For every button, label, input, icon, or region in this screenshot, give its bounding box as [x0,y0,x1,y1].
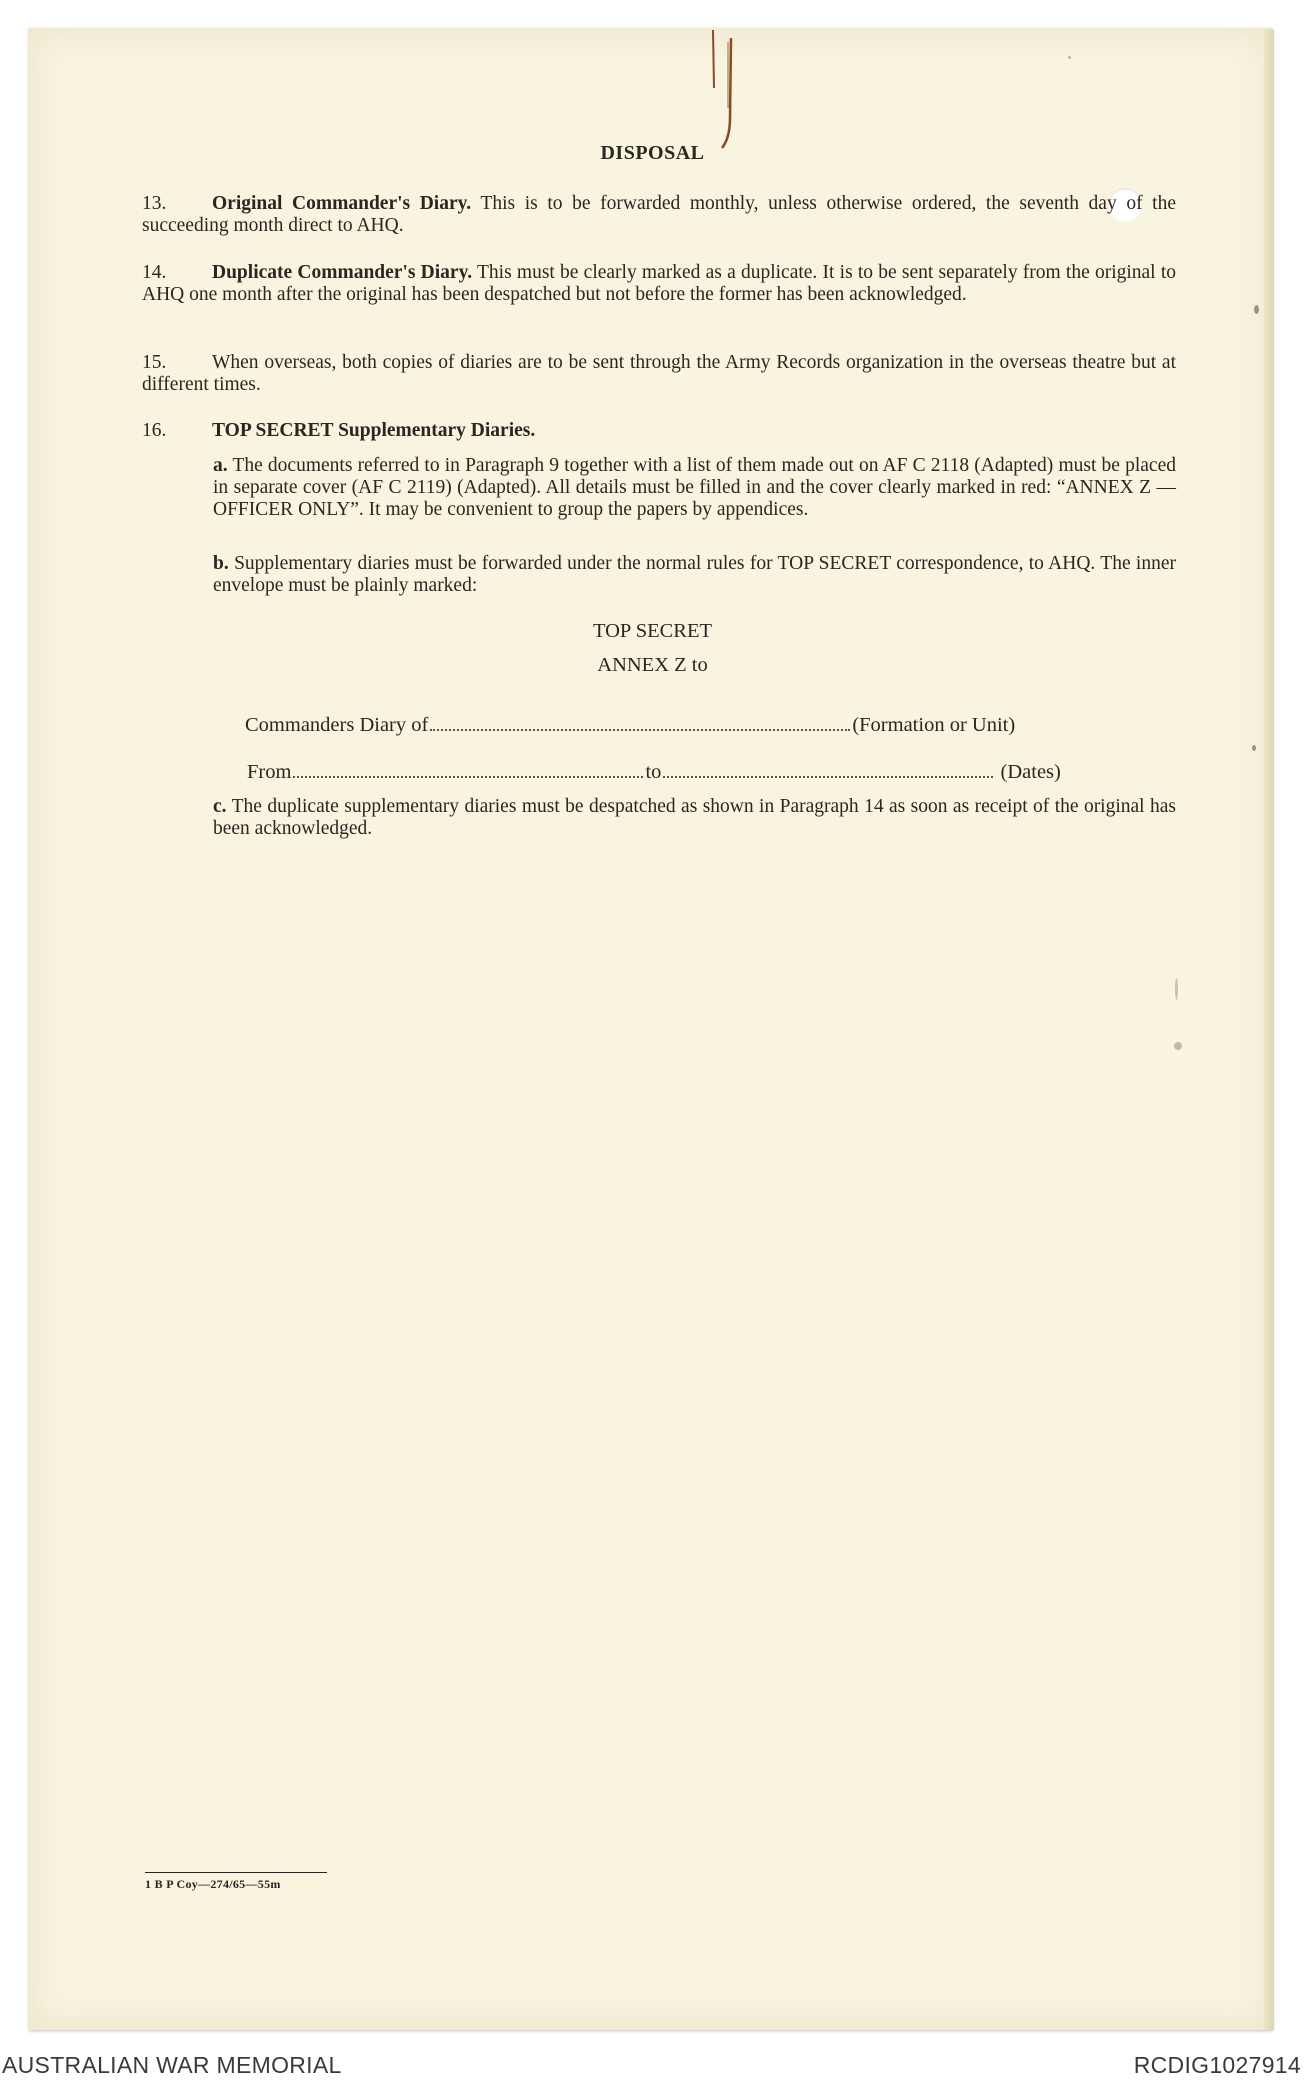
paragraph-number: 13. [142,193,167,214]
paragraph-14 [142,262,1176,306]
printer-imprint: 1 B P Coy—274/65—55m [145,1877,281,1891]
diary-of-line [245,714,1015,737]
subparagraph-text: The duplicate supplementary diaries must be despatched as shown in Paragraph 14 as soon as receipt of the original has been acknowledged. [213,796,1177,839]
subparagraph-c [213,796,1176,840]
sheet-edge [1264,30,1274,2030]
subparagraph-text: The documents referred to in Paragraph 9 together with a list of them made out on AF C 2118 (Adapted) must be placed in separate cover (AF C 2119) (Adapted). All details must be filled in and the cover clearly marked in red: “ANNEX Z — OFFICER ONLY”. It may be convenient to group the papers by appendices. [213,455,1176,520]
paragraph-text: This is to be forwarded monthly, unless otherwise ordered, the seventh day of the succeeding month direct to AHQ. [142,193,1177,236]
paper-speck [1254,305,1259,314]
marking-annex-z: ANNEX Z to [597,654,708,676]
paper-speck [1174,1042,1182,1050]
paragraph-15 [142,352,1176,396]
to-label: to [645,761,662,783]
document-sheet [28,28,1272,2030]
subparagraph-text: Supplementary diaries must be forwarded under the normal rules for TOP SECRET correspondence, to AHQ. The inner envelope must be plainly marked: [213,553,1176,596]
fill-in-dots [430,729,850,731]
imprint-rule [145,1872,327,1873]
paragraph-number: 14. [142,262,167,283]
paragraph-title: Duplicate Commander's Diary. [212,262,473,283]
diary-label: Commanders Diary of [245,714,429,736]
section-heading: DISPOSAL [600,142,705,164]
subparagraph-label: b. [213,553,229,574]
subparagraph-b [213,553,1176,597]
marking-top-secret: TOP SECRET [592,620,713,642]
diary-suffix: (Formation or Unit) [852,714,1016,736]
fill-in-dots [293,776,643,778]
dates-line [247,761,1061,784]
paragraph-13 [142,193,1176,237]
paper-speck [1175,978,1178,1000]
from-label: From [247,761,292,783]
paragraph-title: Original Commander's Diary. [212,193,472,214]
subparagraph-a [213,455,1176,521]
paragraph-16 [142,420,1176,442]
paragraph-title: TOP SECRET Supplementary Diaries. [212,420,536,441]
paragraph-text: When overseas, both copies of diaries are to be sent through the Army Records organization in the overseas theatre but at different times. [142,352,1176,395]
subparagraph-label: a. [213,455,228,476]
paragraph-number: 16. [142,420,167,441]
paper-speck [1068,56,1071,59]
fill-in-dots [663,776,993,778]
archive-item-id: RCDIG1027914 [1133,2052,1301,2078]
archive-name: AUSTRALIAN WAR MEMORIAL [2,2052,342,2078]
dates-suffix: (Dates) [1000,761,1061,783]
paragraph-number: 15. [142,352,167,373]
paper-speck [1252,745,1256,751]
subparagraph-label: c. [213,796,227,817]
binding-string-mark [708,28,748,158]
paragraph-text: This must be clearly marked as a duplicate. It is to be sent separately from the original to AHQ one month after the original has been despatched but not before the former has been acknowledged. [142,262,1176,305]
